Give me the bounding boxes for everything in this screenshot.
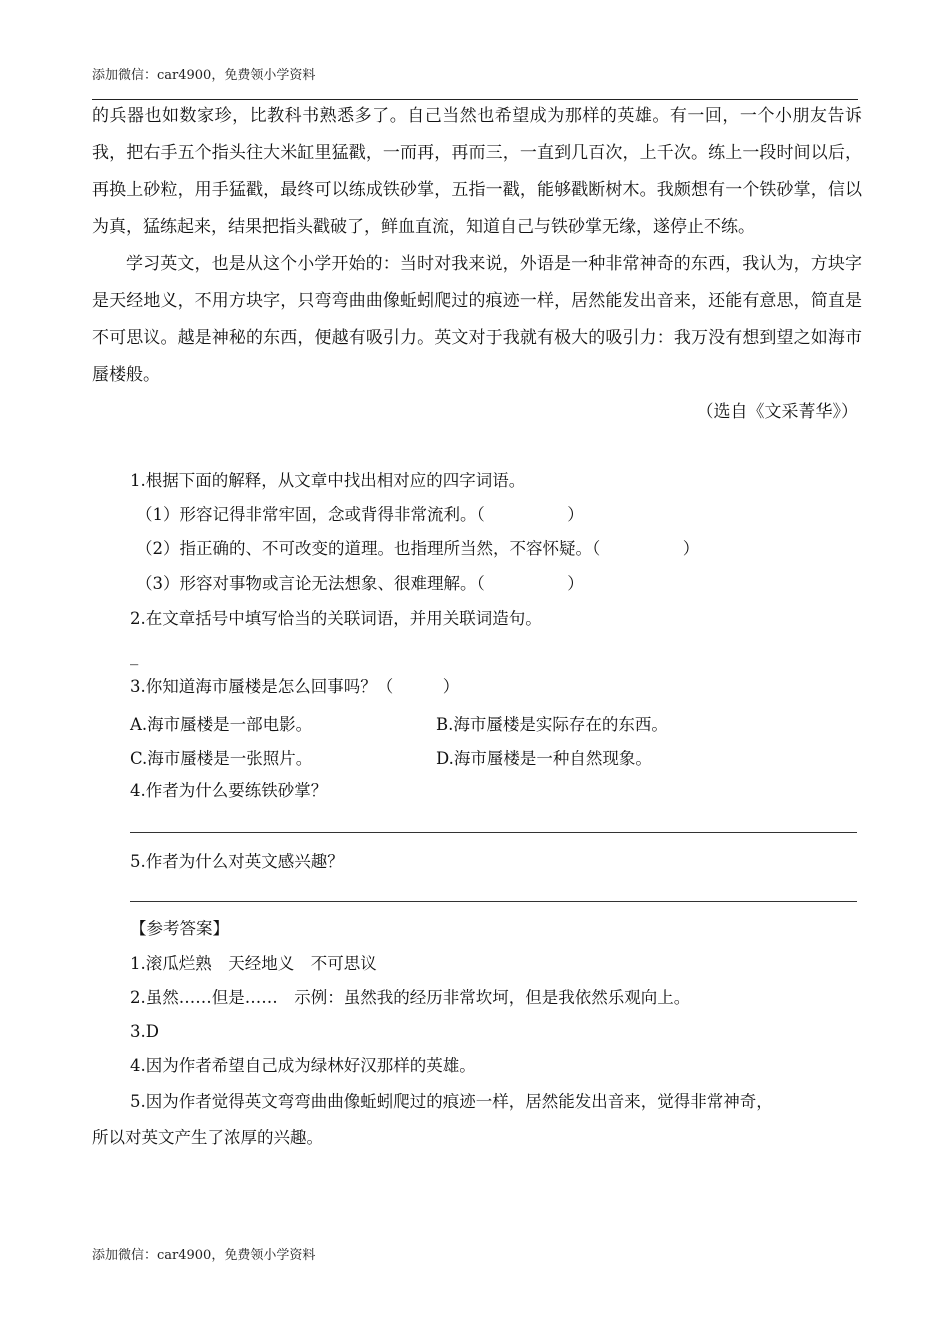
- question-2: 2.在文章括号中填写恰当的关联词语，并用关联词造句。: [130, 609, 542, 628]
- question-3-option-c: C.海市蜃楼是一张照片。: [130, 749, 313, 768]
- answer-1: 1.滚瓜烂熟 天经地义 不可思议: [130, 954, 377, 973]
- question-3-option-d: D.海市蜃楼是一种自然现象。: [436, 749, 652, 768]
- passage: [92, 98, 862, 431]
- answer-5-line-2: 所以对英文产生了浓厚的兴趣。: [92, 1128, 323, 1147]
- question-1-item-2: （2）指正确的、不可改变的道理。也指理所当然，不容怀疑。（ ）: [136, 539, 700, 558]
- question-1-item-1: （1）形容记得非常牢固，念或背得非常流利。（ ）: [136, 505, 584, 524]
- question-3-option-a: A.海市蜃楼是一部电影。: [130, 715, 313, 734]
- answers-title: 【参考答案】: [130, 919, 229, 938]
- page-footer-text: 添加微信：car4900，免费领小学资料: [92, 1248, 316, 1263]
- passage-paragraph-1: 的兵器也如数家珍，比教科书熟悉多了。自己当然也希望成为那样的英雄。有一回，一个小朋友告诉我，把右手五个指头往大米缸里猛戳，一而再，再而三，一直到几百次，上千次。练上一段时间以后，再换上砂粒，用手猛戳，最终可以练成铁砂掌，五指一戳，能够戳断树木。我颇想有一个铁砂掌，信以为真，猛练起来，结果把指头戳破了，鲜血直流，知道自己与铁砂掌无缘，遂停止不练。: [92, 106, 862, 237]
- question-3: 3.你知道海市蜃楼是怎么回事吗？（ ）: [130, 677, 460, 696]
- answer-5-line-1: 5.因为作者觉得英文弯弯曲曲像蚯蚓爬过的痕迹一样，居然能发出音来，觉得非常神奇，: [130, 1092, 773, 1111]
- answer-line-5: [130, 901, 857, 902]
- answer-2: 2.虽然……但是…… 示例：虽然我的经历非常坎坷，但是我依然乐观向上。: [130, 988, 691, 1007]
- answer-3: 3.D: [130, 1022, 159, 1041]
- question-4: 4.作者为什么要练铁砂掌？: [130, 781, 328, 800]
- passage-source: （选自《文采菁华》）: [696, 402, 858, 422]
- page-header-text: 添加微信：car4900，免费领小学资料: [92, 68, 316, 83]
- question-1-item-3: （3）形容对事物或言论无法想象、很难理解。（ ）: [136, 574, 584, 593]
- question-2-blank: _: [130, 646, 139, 665]
- answer-4: 4.因为作者希望自己成为绿林好汉那样的英雄。: [130, 1056, 476, 1075]
- answer-line-4: [130, 832, 857, 833]
- question-1: 1.根据下面的解释，从文章中找出相对应的四字词语。: [130, 471, 526, 490]
- passage-paragraph-2: 学习英文，也是从这个小学开始的：当时对我来说，外语是一种非常神奇的东西，我认为，方块字是天经地义，不用方块字，只弯弯曲曲像蚯蚓爬过的痕迹一样，居然能发出音来，还能有意思，简直是不可思议。越是神秘的东西，便越有吸引力。英文对于我就有极大的吸引力：我万没有想到望之如海市蜃楼般。: [92, 254, 862, 385]
- question-5: 5.作者为什么对英文感兴趣？: [130, 852, 344, 871]
- question-3-option-b: B.海市蜃楼是实际存在的东西。: [436, 715, 668, 734]
